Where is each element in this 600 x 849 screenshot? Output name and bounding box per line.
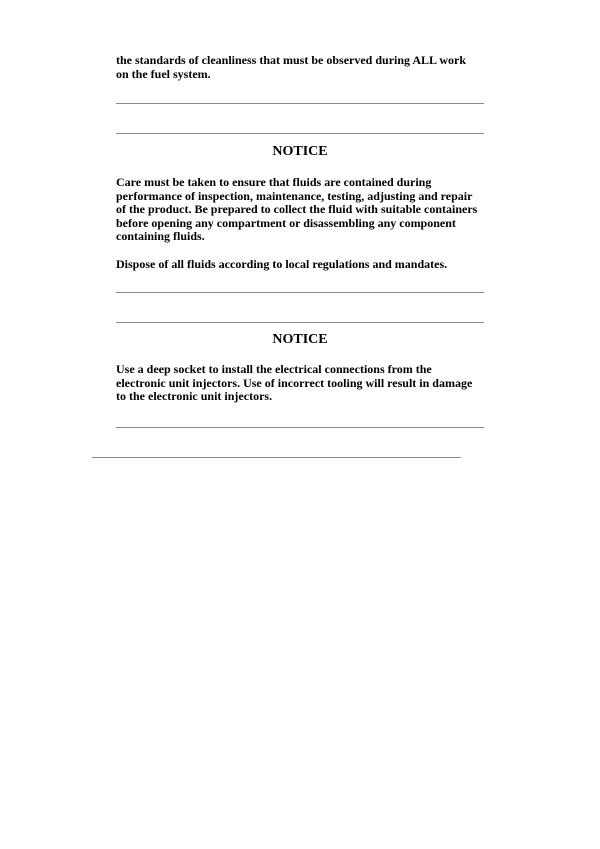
divider: [116, 427, 484, 428]
section-end-rule: [92, 457, 461, 458]
notice-body: Use a deep socket to install the electrical connections from the electronic unit injectors. Use of incorrect tooling will result in damage to the electronic unit injectors.: [116, 362, 473, 403]
divider: [116, 322, 484, 323]
divider: [116, 292, 484, 293]
dispose-paragraph: Dispose of all fluids according to local regulations and mandates.: [116, 257, 448, 271]
divider: [116, 103, 484, 104]
divider: [116, 133, 484, 134]
notice-title: NOTICE: [272, 332, 328, 347]
notice-title: NOTICE: [272, 144, 328, 159]
notice-body: Care must be taken to ensure that fluids are contained during performance of inspection, maintenance, testing, adjusting and repair of the product. Be prepared to collect the fluid with suitable containers before opening any compartment or disassembling any component containing fluids.: [116, 175, 478, 243]
intro-paragraph: the standards of cleanliness that must be observed during ALL work on the fuel system.: [116, 53, 467, 81]
